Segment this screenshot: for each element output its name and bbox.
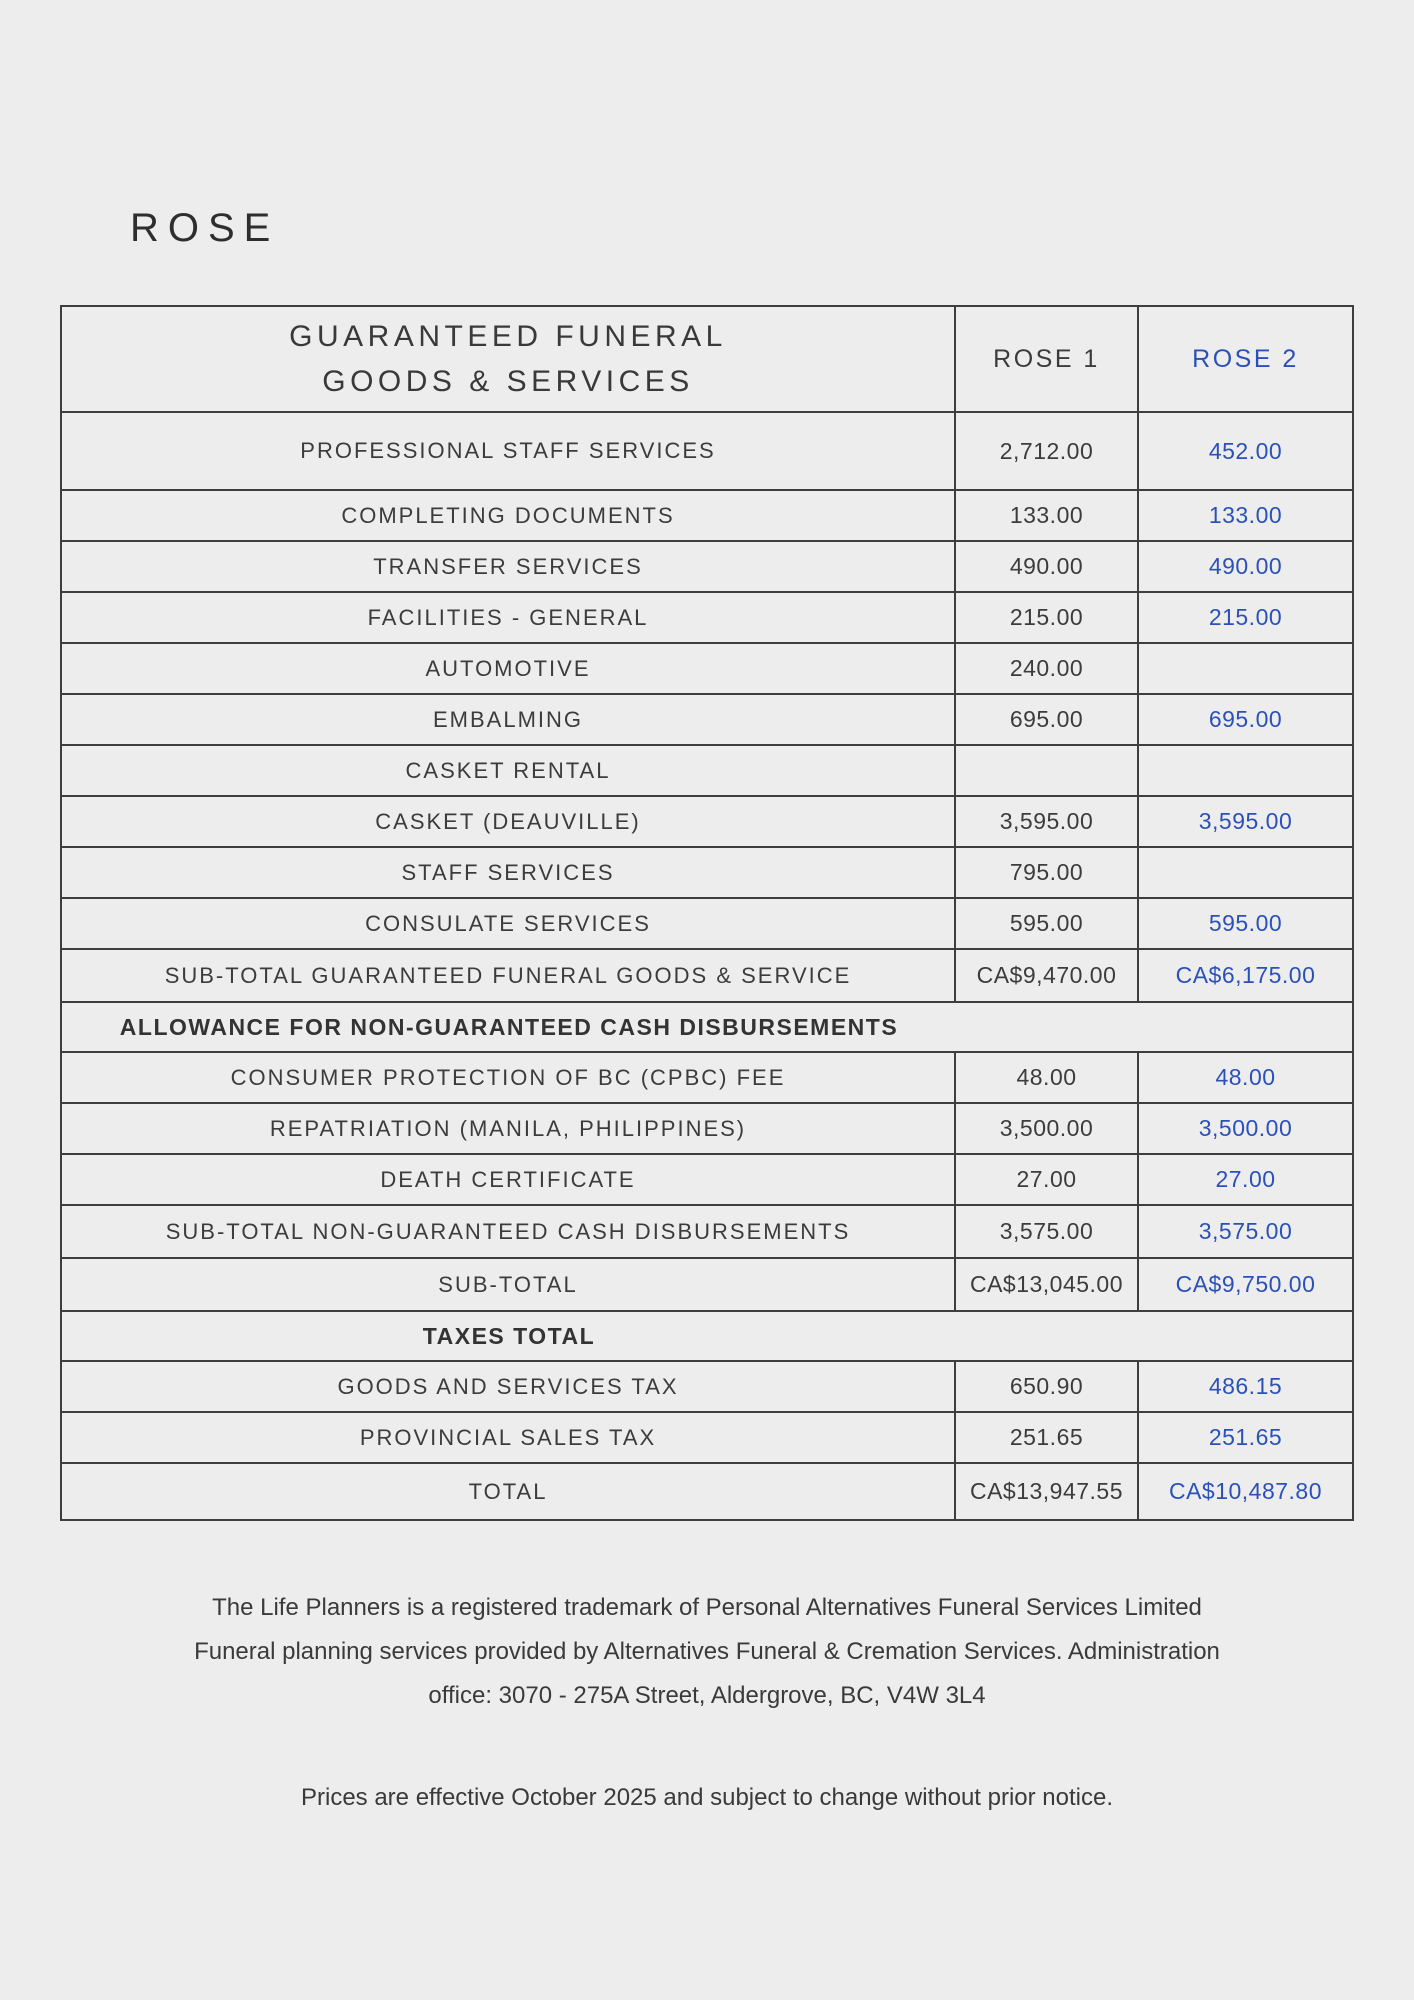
table-header-row: [61, 306, 1353, 412]
row-label: CASKET RENTAL: [61, 745, 955, 796]
rose2-value: 3,500.00: [1138, 1103, 1353, 1154]
section-header-row: [61, 1002, 1353, 1052]
header-rose2: ROSE 2: [1138, 306, 1353, 412]
row-label: AUTOMOTIVE: [61, 643, 955, 694]
subtotal-row: [61, 949, 1353, 1002]
row-label: SUB-TOTAL NON-GUARANTEED CASH DISBURSEMENTS: [61, 1205, 955, 1258]
table-row: [61, 412, 1353, 490]
rose2-value: 595.00: [1138, 898, 1353, 949]
row-label: EMBALMING: [61, 694, 955, 745]
row-label: CASKET (DEAUVILLE): [61, 796, 955, 847]
rose1-value: 48.00: [955, 1052, 1138, 1103]
rose2-value: 3,575.00: [1138, 1205, 1353, 1258]
rose1-value: CA$9,470.00: [955, 949, 1138, 1002]
rose2-value: 486.15: [1138, 1361, 1353, 1412]
rose2-value: CA$6,175.00: [1138, 949, 1353, 1002]
row-label: STAFF SERVICES: [61, 847, 955, 898]
price-table: [60, 305, 1354, 1521]
rose1-value: 795.00: [955, 847, 1138, 898]
rose2-value: [1138, 745, 1353, 796]
table-row: [61, 796, 1353, 847]
footer-disclaimer-line1: The Life Planners is a registered trademark of Personal Alternatives Funeral Services Limited: [212, 1594, 1202, 1621]
table-row: [61, 898, 1353, 949]
rose1-value: 215.00: [955, 592, 1138, 643]
footer-disclaimer-line3: office: 3070 - 275A Street, Aldergrove, BC, V4W 3L4: [428, 1682, 986, 1709]
rose1-value: 3,595.00: [955, 796, 1138, 847]
rose1-value: 3,500.00: [955, 1103, 1138, 1154]
rose2-value: 452.00: [1138, 412, 1353, 490]
rose1-value: 650.90: [955, 1361, 1138, 1412]
rose2-value: 215.00: [1138, 592, 1353, 643]
rose1-value: 251.65: [955, 1412, 1138, 1463]
total-row: [61, 1463, 1353, 1520]
row-label: CONSUMER PROTECTION OF BC (CPBC) FEE: [61, 1052, 955, 1103]
table-row: [61, 1412, 1353, 1463]
rose1-value: 27.00: [955, 1154, 1138, 1205]
footer-disclaimer: [127, 1586, 1287, 1718]
rose1-value: 595.00: [955, 898, 1138, 949]
row-label: DEATH CERTIFICATE: [61, 1154, 955, 1205]
rose2-value: 695.00: [1138, 694, 1353, 745]
row-label: COMPLETING DOCUMENTS: [61, 490, 955, 541]
rose2-value: 251.65: [1138, 1412, 1353, 1463]
table-row: [61, 694, 1353, 745]
table-row: [61, 541, 1353, 592]
table-row: [61, 745, 1353, 796]
header-goods-services-line2: GOODS & SERVICES: [322, 365, 694, 398]
header-rose1: ROSE 1: [955, 306, 1138, 412]
row-label: REPATRIATION (MANILA, PHILIPPINES): [61, 1103, 955, 1154]
rose2-value: 490.00: [1138, 541, 1353, 592]
rose2-value: [1138, 643, 1353, 694]
rose2-value: 48.00: [1138, 1052, 1353, 1103]
rose2-value: 27.00: [1138, 1154, 1353, 1205]
rose1-value: [955, 745, 1138, 796]
row-label: PROFESSIONAL STAFF SERVICES: [61, 412, 955, 490]
table-row: [61, 1103, 1353, 1154]
section-label: ALLOWANCE FOR NON-GUARANTEED CASH DISBURSEMENTS: [119, 1013, 899, 1040]
rose1-value: CA$13,045.00: [955, 1258, 1138, 1311]
rose1-value: 2,712.00: [955, 412, 1138, 490]
section-header-row: [61, 1311, 1353, 1361]
table-row: [61, 592, 1353, 643]
subtotal-row: [61, 1258, 1353, 1311]
row-label: CONSULATE SERVICES: [61, 898, 955, 949]
rose1-value: 240.00: [955, 643, 1138, 694]
rose1-value: 490.00: [955, 541, 1138, 592]
rose2-value: CA$10,487.80: [1138, 1463, 1353, 1520]
table-row: [61, 643, 1353, 694]
row-label: SUB-TOTAL GUARANTEED FUNERAL GOODS & SERVICE: [61, 949, 955, 1002]
subtotal-row: [61, 1205, 1353, 1258]
header-goods-services-line1: GUARANTEED FUNERAL: [289, 320, 727, 353]
header-goods-services: [61, 306, 955, 412]
rose1-value: 695.00: [955, 694, 1138, 745]
row-label: FACILITIES - GENERAL: [61, 592, 955, 643]
rose1-value: 133.00: [955, 490, 1138, 541]
table-row: [61, 1361, 1353, 1412]
row-label: PROVINCIAL SALES TAX: [61, 1412, 955, 1463]
row-label: TRANSFER SERVICES: [61, 541, 955, 592]
row-label: SUB-TOTAL: [61, 1258, 955, 1311]
table-row: [61, 490, 1353, 541]
rose2-value: 3,595.00: [1138, 796, 1353, 847]
table-row: [61, 847, 1353, 898]
rose1-value: CA$13,947.55: [955, 1463, 1138, 1520]
page-title: ROSE: [130, 206, 280, 250]
row-label: TOTAL: [61, 1463, 955, 1520]
row-label: GOODS AND SERVICES TAX: [61, 1361, 955, 1412]
table-row: [61, 1052, 1353, 1103]
rose1-value: 3,575.00: [955, 1205, 1138, 1258]
footer-disclaimer-line2: Funeral planning services provided by Alternatives Funeral & Cremation Services. Administration: [194, 1638, 1220, 1665]
rose2-value: [1138, 847, 1353, 898]
footer-effective-date-note: Prices are effective October 2025 and subject to change without prior notice.: [300, 1784, 1114, 1811]
section-label: TAXES TOTAL: [422, 1322, 596, 1349]
rose2-value: 133.00: [1138, 490, 1353, 541]
table-row: [61, 1154, 1353, 1205]
rose2-value: CA$9,750.00: [1138, 1258, 1353, 1311]
